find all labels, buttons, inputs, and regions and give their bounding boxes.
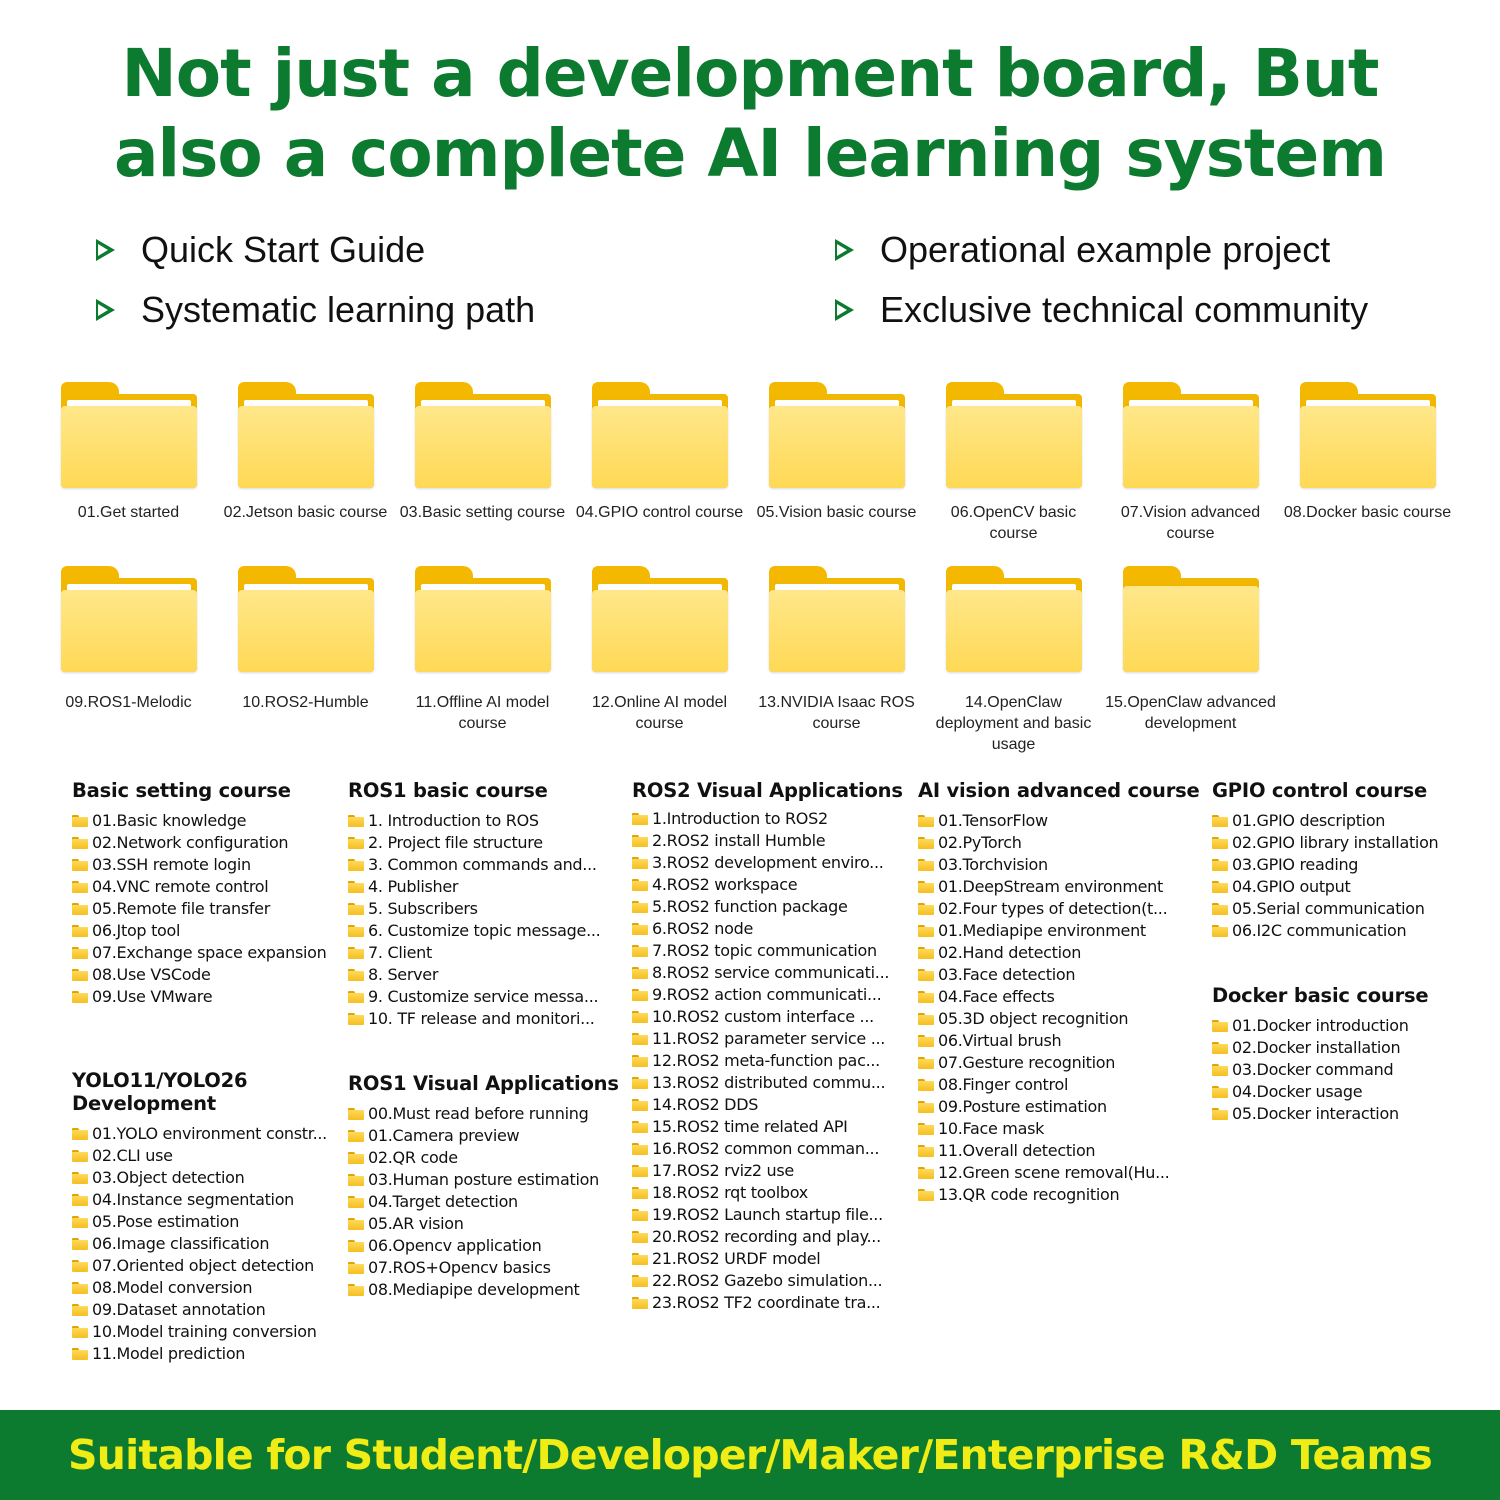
list-item[interactable]: 01.Camera preview — [348, 1125, 619, 1147]
list-item[interactable]: 21.ROS2 URDF model — [632, 1248, 903, 1270]
folder-item[interactable] — [571, 562, 748, 734]
folder-icon — [348, 1108, 364, 1120]
list-item[interactable]: 07.ROS+Opencv basics — [348, 1257, 619, 1279]
folder-icon — [1212, 1108, 1228, 1120]
list-item[interactable]: 4.ROS2 workspace — [632, 874, 903, 896]
list-item[interactable]: 14.ROS2 DDS — [632, 1094, 903, 1116]
list-item[interactable]: 9. Customize service messa... — [348, 986, 600, 1008]
list-item[interactable]: 6.ROS2 node — [632, 918, 903, 940]
list-item[interactable]: 07.Gesture recognition — [918, 1052, 1200, 1074]
folder-icon — [72, 1326, 88, 1338]
list-item[interactable]: 03.GPIO reading — [1212, 854, 1438, 876]
list-title: YOLO11/YOLO26 Development — [72, 1069, 248, 1115]
list-item[interactable]: 19.ROS2 Launch startup file... — [632, 1204, 903, 1226]
folder-icon — [348, 991, 364, 1003]
folder-label: 12.Online AI model course — [591, 694, 728, 732]
folder-icon — [415, 378, 551, 488]
folder-icon — [632, 813, 648, 825]
triangle-arrow-icon — [96, 239, 115, 261]
list-item[interactable]: 08.Mediapipe development — [348, 1279, 619, 1301]
folder-item[interactable] — [1102, 378, 1279, 544]
list-item[interactable]: 13.ROS2 distributed commu... — [632, 1072, 903, 1094]
folder-item[interactable] — [217, 562, 394, 713]
list-item[interactable]: 22.ROS2 Gazebo simulation... — [632, 1270, 903, 1292]
folder-icon — [632, 879, 648, 891]
feature-item — [96, 282, 535, 338]
folder-icon — [1123, 562, 1259, 672]
folder-icon — [238, 378, 374, 488]
list-item[interactable]: 04.Instance segmentation — [72, 1189, 332, 1211]
folder-icon — [1212, 837, 1228, 849]
folder-icon — [1212, 1020, 1228, 1032]
folder-icon — [72, 1172, 88, 1184]
folder-label: 11.Offline AI model course — [415, 694, 550, 732]
feature-label: Systematic learning path — [141, 289, 536, 330]
folder-icon — [632, 945, 648, 957]
folder-icon — [72, 881, 88, 893]
folder-icon — [632, 1209, 648, 1221]
folder-icon — [72, 1194, 88, 1206]
folder-item[interactable] — [217, 378, 394, 523]
folder-label: 02.Jetson basic course — [223, 504, 388, 521]
list-ros1-basic — [348, 779, 600, 1030]
list-item[interactable]: 09.Dataset annotation — [72, 1299, 332, 1321]
list-item[interactable]: 7. Client — [348, 942, 600, 964]
folder-icon — [918, 1057, 934, 1069]
folder-icon — [946, 562, 1082, 672]
folder-icon — [632, 1033, 648, 1045]
list-item[interactable]: 2.ROS2 install Humble — [632, 830, 903, 852]
folder-icon — [632, 1187, 648, 1199]
list-item[interactable]: 15.ROS2 time related API — [632, 1116, 903, 1138]
footer-banner: Suitable for Student/Developer/Maker/Enterprise R&D Teams — [0, 1410, 1500, 1500]
folder-icon — [918, 903, 934, 915]
folder-icon — [348, 1152, 364, 1164]
folder-icon — [632, 901, 648, 913]
feature-label: Quick Start Guide — [141, 229, 426, 270]
folder-icon — [1212, 815, 1228, 827]
list-title: ROS1 basic course — [348, 779, 548, 802]
folder-icon — [632, 835, 648, 847]
folder-icon — [72, 969, 88, 981]
list-item[interactable]: 1. Introduction to ROS — [348, 810, 600, 832]
list-item[interactable]: 04.Target detection — [348, 1191, 619, 1213]
list-item[interactable]: 11.Model prediction — [72, 1343, 332, 1365]
list-title: Basic setting course — [72, 779, 291, 802]
list-item[interactable]: 01.DeepStream environment — [918, 876, 1200, 898]
list-item[interactable]: 02.Four types of detection(t... — [918, 898, 1200, 920]
folder-icon — [348, 925, 364, 937]
list-item[interactable]: 8.ROS2 service communicati... — [632, 962, 903, 984]
feature-label: Exclusive technical community — [880, 289, 1369, 330]
list-item[interactable]: 11.ROS2 parameter service ... — [632, 1028, 903, 1050]
folder-icon — [1300, 378, 1436, 488]
folder-icon — [61, 562, 197, 672]
list-title: GPIO control course — [1212, 779, 1428, 802]
folder-icon — [61, 378, 197, 488]
folder-icon — [918, 1013, 934, 1025]
folder-icon — [918, 1101, 934, 1113]
folder-icon — [72, 991, 88, 1003]
list-item[interactable]: 05.AR vision — [348, 1213, 619, 1235]
folder-icon — [1123, 378, 1259, 488]
list-item[interactable]: 3.ROS2 development enviro... — [632, 852, 903, 874]
folder-icon — [918, 947, 934, 959]
folder-icon — [592, 562, 728, 672]
list-item[interactable]: 6. Customize topic message... — [348, 920, 600, 942]
list-item[interactable]: 04.GPIO output — [1212, 876, 1438, 898]
folder-item[interactable] — [571, 378, 748, 523]
triangle-arrow-icon — [835, 299, 854, 321]
list-item[interactable]: 12.Green scene removal(Hu... — [918, 1162, 1200, 1184]
list-item[interactable]: 02.Network configuration — [72, 832, 326, 854]
folder-item[interactable] — [925, 378, 1102, 544]
list-item[interactable]: 04.Face effects — [918, 986, 1200, 1008]
folder-icon — [1212, 903, 1228, 915]
list-item[interactable]: 2. Project file structure — [348, 832, 600, 854]
folder-icon — [946, 378, 1082, 488]
folder-label: 07.Vision advanced course — [1120, 504, 1261, 542]
list-item[interactable]: 17.ROS2 rviz2 use — [632, 1160, 903, 1182]
triangle-arrow-icon — [835, 239, 854, 261]
folder-icon — [72, 837, 88, 849]
folder-icon — [348, 947, 364, 959]
list-item[interactable]: 01.GPIO description — [1212, 810, 1438, 832]
list-item[interactable]: 13.QR code recognition — [918, 1184, 1200, 1206]
list-item[interactable]: 03.Docker command — [1212, 1059, 1428, 1081]
list-item[interactable]: 03.Object detection — [72, 1167, 332, 1189]
list-ai-vision — [918, 779, 1200, 1206]
folder-icon — [72, 1304, 88, 1316]
folder-icon — [72, 1282, 88, 1294]
folder-label: 13.NVIDIA Isaac ROS course — [758, 694, 915, 732]
list-item[interactable]: 03.Torchvision — [918, 854, 1200, 876]
folder-icon — [632, 923, 648, 935]
folder-icon — [632, 1275, 648, 1287]
list-item[interactable]: 02.CLI use — [72, 1145, 332, 1167]
headline-line-1: Not just a development board, But — [121, 35, 1379, 112]
folder-icon — [1212, 1042, 1228, 1054]
list-item[interactable]: 04.Docker usage — [1212, 1081, 1428, 1103]
list-item[interactable]: 05.3D object recognition — [918, 1008, 1200, 1030]
folder-icon — [918, 881, 934, 893]
folder-icon — [918, 1123, 934, 1135]
folder-label: 14.OpenClaw deployment and basic usage — [935, 694, 1092, 753]
folder-icon — [72, 815, 88, 827]
list-item[interactable]: 03.Face detection — [918, 964, 1200, 986]
list-item[interactable]: 00.Must read before running — [348, 1103, 619, 1125]
folder-label: 01.Get started — [77, 504, 180, 521]
folder-icon — [72, 947, 88, 959]
triangle-arrow-icon — [96, 299, 115, 321]
list-docker — [1212, 984, 1428, 1125]
list-item[interactable]: 03.SSH remote login — [72, 854, 326, 876]
list-item[interactable]: 23.ROS2 TF2 coordinate tra... — [632, 1292, 903, 1314]
list-ros2-visual — [632, 779, 903, 1314]
list-item[interactable]: 02.Docker installation — [1212, 1037, 1428, 1059]
headline — [0, 34, 1500, 194]
folder-icon — [632, 1121, 648, 1133]
folder-icon — [632, 967, 648, 979]
folder-icon — [1212, 881, 1228, 893]
folder-icon — [348, 903, 364, 915]
list-item[interactable]: 4. Publisher — [348, 876, 600, 898]
list-item[interactable]: 3. Common commands and... — [348, 854, 600, 876]
folder-icon — [769, 562, 905, 672]
list-title: AI vision advanced course — [918, 779, 1200, 802]
list-item[interactable]: 06.I2C communication — [1212, 920, 1438, 942]
folder-icon — [1212, 1064, 1228, 1076]
folder-item[interactable] — [925, 562, 1102, 755]
list-item[interactable]: 01.TensorFlow — [918, 810, 1200, 832]
folder-icon — [632, 1055, 648, 1067]
folder-label: 09.ROS1-Melodic — [65, 694, 192, 711]
list-item[interactable]: 02.QR code — [348, 1147, 619, 1169]
folder-icon — [918, 991, 934, 1003]
list-item[interactable]: 03.Human posture estimation — [348, 1169, 619, 1191]
folder-icon — [632, 1253, 648, 1265]
folder-icon — [1212, 925, 1228, 937]
folder-icon — [415, 562, 551, 672]
folder-icon — [918, 1079, 934, 1091]
folder-icon — [72, 1260, 88, 1272]
folder-icon — [632, 1297, 648, 1309]
folder-item[interactable] — [1279, 378, 1456, 523]
list-yolo — [72, 1069, 332, 1365]
folder-icon — [918, 969, 934, 981]
list-item[interactable]: 05.Docker interaction — [1212, 1103, 1428, 1125]
folder-icon — [918, 1167, 934, 1179]
list-item[interactable]: 07.Exchange space expansion — [72, 942, 326, 964]
list-item[interactable]: 04.VNC remote control — [72, 876, 326, 898]
folder-icon — [348, 881, 364, 893]
folder-icon — [348, 1262, 364, 1274]
list-ros1-visual — [348, 1072, 619, 1301]
folder-label: 10.ROS2-Humble — [242, 694, 369, 711]
list-item[interactable]: 01.YOLO environment constr... — [72, 1123, 332, 1145]
folder-item[interactable] — [40, 562, 217, 713]
folder-icon — [632, 1011, 648, 1023]
folder-icon — [1212, 1086, 1228, 1098]
list-item[interactable]: 07.Oriented object detection — [72, 1255, 332, 1277]
list-item[interactable]: 10.ROS2 custom interface ... — [632, 1006, 903, 1028]
feature-label: Operational example project — [880, 229, 1331, 270]
folder-icon — [348, 1218, 364, 1230]
folder-icon — [918, 1189, 934, 1201]
folder-icon — [238, 562, 374, 672]
list-item[interactable]: 09.Posture estimation — [918, 1096, 1200, 1118]
folder-label: 08.Docker basic course — [1283, 504, 1452, 521]
folder-icon — [348, 1284, 364, 1296]
folder-icon — [348, 969, 364, 981]
folder-icon — [348, 815, 364, 827]
folder-icon — [918, 1145, 934, 1157]
folder-icon — [918, 859, 934, 871]
list-item[interactable]: 02.GPIO library installation — [1212, 832, 1438, 854]
list-item[interactable]: 10. TF release and monitori... — [348, 1008, 600, 1030]
list-basic-setting — [72, 779, 326, 1008]
list-item[interactable]: 06.Virtual brush — [918, 1030, 1200, 1052]
list-item[interactable]: 01.Docker introduction — [1212, 1015, 1428, 1037]
feature-list — [0, 222, 1500, 352]
list-item[interactable]: 12.ROS2 meta-function pac... — [632, 1050, 903, 1072]
list-item[interactable]: 18.ROS2 rqt toolbox — [632, 1182, 903, 1204]
folder-icon — [632, 1231, 648, 1243]
list-title: ROS2 Visual Applications — [632, 779, 903, 802]
folder-icon — [632, 857, 648, 869]
list-item[interactable]: 9.ROS2 action communicati... — [632, 984, 903, 1006]
list-item[interactable]: 7.ROS2 topic communication — [632, 940, 903, 962]
folder-label: 04.GPIO control course — [575, 504, 744, 521]
folder-icon — [348, 859, 364, 871]
list-item[interactable]: 5. Subscribers — [348, 898, 600, 920]
list-item[interactable]: 05.Serial communication — [1212, 898, 1438, 920]
folder-icon — [348, 1174, 364, 1186]
folder-item[interactable] — [1102, 562, 1279, 734]
folder-icon — [769, 378, 905, 488]
folder-label: 06.OpenCV basic course — [950, 504, 1077, 542]
list-item[interactable]: 08.Finger control — [918, 1074, 1200, 1096]
list-item[interactable]: 08.Use VSCode — [72, 964, 326, 986]
list-item[interactable]: 06.Opencv application — [348, 1235, 619, 1257]
list-item[interactable]: 02.PyTorch — [918, 832, 1200, 854]
folder-icon — [918, 815, 934, 827]
folder-icon — [72, 925, 88, 937]
folder-icon — [348, 1013, 364, 1025]
folder-icon — [348, 1130, 364, 1142]
folder-icon — [348, 1240, 364, 1252]
list-gpio — [1212, 779, 1438, 942]
list-item[interactable]: 10.Face mask — [918, 1118, 1200, 1140]
folder-label: 05.Vision basic course — [756, 504, 917, 521]
folder-icon — [348, 837, 364, 849]
folder-item[interactable] — [394, 562, 571, 734]
folder-icon — [72, 1150, 88, 1162]
folder-icon — [72, 1128, 88, 1140]
folder-icon — [592, 378, 728, 488]
list-item[interactable]: 16.ROS2 common comman... — [632, 1138, 903, 1160]
list-item[interactable]: 09.Use VMware — [72, 986, 326, 1008]
folder-icon — [632, 1099, 648, 1111]
list-title: ROS1 Visual Applications — [348, 1072, 619, 1095]
folder-icon — [72, 1348, 88, 1360]
folder-icon — [632, 1165, 648, 1177]
folder-item[interactable] — [748, 562, 925, 734]
folder-icon — [632, 1143, 648, 1155]
folder-icon — [632, 989, 648, 1001]
list-item[interactable]: 11.Overall detection — [918, 1140, 1200, 1162]
folder-icon — [918, 925, 934, 937]
headline-line-2: also a complete AI learning system — [113, 115, 1386, 192]
list-item[interactable]: 05.Pose estimation — [72, 1211, 332, 1233]
list-item[interactable]: 02.Hand detection — [918, 942, 1200, 964]
list-item[interactable]: 01.Mediapipe environment — [918, 920, 1200, 942]
feature-item — [835, 282, 1368, 338]
folder-icon — [348, 1196, 364, 1208]
folder-icon — [72, 903, 88, 915]
feature-item — [96, 222, 425, 278]
folder-item[interactable] — [40, 378, 217, 523]
folder-item[interactable] — [394, 378, 571, 523]
list-item[interactable]: 05.Remote file transfer — [72, 898, 326, 920]
folder-item[interactable] — [748, 378, 925, 523]
list-item[interactable]: 10.Model training conversion — [72, 1321, 332, 1343]
folder-icon — [72, 1216, 88, 1228]
folder-icon — [632, 1077, 648, 1089]
list-item[interactable]: 8. Server — [348, 964, 600, 986]
folder-icon — [918, 837, 934, 849]
list-item[interactable]: 08.Model conversion — [72, 1277, 332, 1299]
list-title: Docker basic course — [1212, 984, 1429, 1007]
folder-icon — [72, 859, 88, 871]
feature-item — [835, 222, 1330, 278]
folder-icon — [1212, 859, 1228, 871]
folder-label: 03.Basic setting course — [399, 504, 566, 521]
list-item[interactable]: 06.Image classification — [72, 1233, 332, 1255]
list-item[interactable]: 20.ROS2 recording and play... — [632, 1226, 903, 1248]
list-item[interactable]: 06.Jtop tool — [72, 920, 326, 942]
list-item[interactable]: 5.ROS2 function package — [632, 896, 903, 918]
folder-icon — [918, 1035, 934, 1047]
list-item[interactable]: 01.Basic knowledge — [72, 810, 326, 832]
folder-label: 15.OpenClaw advanced development — [1105, 694, 1276, 732]
folder-icon — [72, 1238, 88, 1250]
list-item[interactable]: 1.Introduction to ROS2 — [632, 808, 903, 830]
